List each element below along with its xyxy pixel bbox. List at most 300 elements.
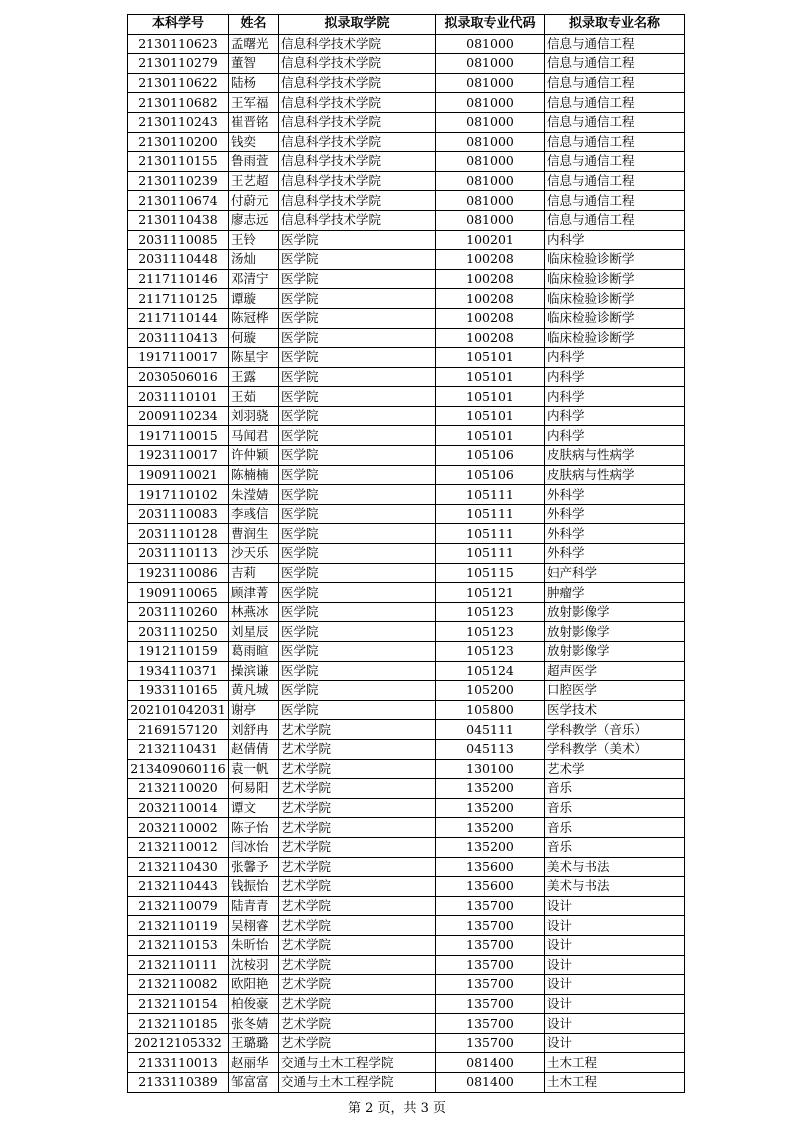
major-name-cell: 音乐 (545, 798, 685, 818)
name-cell: 闫冰怡 (229, 837, 279, 857)
major-code-cell: 081400 (436, 1073, 545, 1093)
major-code-cell: 105800 (436, 700, 545, 720)
school-cell: 医学院 (279, 426, 436, 446)
major-code-cell: 135700 (436, 1033, 545, 1053)
school-cell: 艺术学院 (279, 1033, 436, 1053)
student-id-cell: 1923110086 (128, 563, 229, 583)
name-cell: 钱振怡 (229, 877, 279, 897)
major-name-cell: 放射影像学 (545, 602, 685, 622)
name-cell: 陈冠桦 (229, 308, 279, 328)
table-row (128, 54, 685, 74)
table-row (128, 191, 685, 211)
major-name-cell: 放射影像学 (545, 642, 685, 662)
table-row (128, 955, 685, 975)
major-code-cell: 130100 (436, 759, 545, 779)
table-row (128, 1073, 685, 1093)
major-code-cell: 100201 (436, 230, 545, 250)
table-row (128, 759, 685, 779)
major-name-cell: 设计 (545, 935, 685, 955)
school-cell: 交通与土木工程学院 (279, 1073, 436, 1093)
student-id-cell: 2031110413 (128, 328, 229, 348)
major-code-cell: 045113 (436, 739, 545, 759)
school-cell: 艺术学院 (279, 955, 436, 975)
school-cell: 医学院 (279, 563, 436, 583)
major-name-cell: 内科学 (545, 406, 685, 426)
major-code-cell: 135700 (436, 1014, 545, 1034)
table-row (128, 210, 685, 230)
student-id-cell: 2117110144 (128, 308, 229, 328)
school-cell: 信息科学技术学院 (279, 73, 436, 93)
table-row (128, 230, 685, 250)
table-row (128, 563, 685, 583)
major-code-cell: 135600 (436, 857, 545, 877)
table-row (128, 877, 685, 897)
table-row (128, 328, 685, 348)
student-id-cell: 2132110430 (128, 857, 229, 877)
student-id-cell: 2130110674 (128, 191, 229, 211)
student-id-cell: 2009110234 (128, 406, 229, 426)
major-code-cell: 135200 (436, 798, 545, 818)
name-cell: 陈楠楠 (229, 465, 279, 485)
name-cell: 袁一帆 (229, 759, 279, 779)
student-id-cell: 1917110017 (128, 348, 229, 368)
major-name-cell: 口腔医学 (545, 681, 685, 701)
student-id-cell: 20212105332 (128, 1033, 229, 1053)
name-cell: 孟曙光 (229, 34, 279, 54)
name-cell: 李彧信 (229, 504, 279, 524)
major-name-cell: 音乐 (545, 837, 685, 857)
student-id-cell: 1909110021 (128, 465, 229, 485)
student-id-cell: 2132110443 (128, 877, 229, 897)
major-code-cell: 105111 (436, 544, 545, 564)
student-id-cell: 213409060116 (128, 759, 229, 779)
table-row (128, 387, 685, 407)
major-name-cell: 内科学 (545, 426, 685, 446)
major-code-cell: 100208 (436, 308, 545, 328)
table-row (128, 132, 685, 152)
name-cell: 许仲颖 (229, 446, 279, 466)
name-cell: 柏俊豪 (229, 994, 279, 1014)
major-code-cell: 135700 (436, 955, 545, 975)
school-cell: 艺术学院 (279, 720, 436, 740)
major-name-cell: 美术与书法 (545, 877, 685, 897)
school-cell: 医学院 (279, 524, 436, 544)
name-cell: 沈桉羽 (229, 955, 279, 975)
major-name-cell: 信息与通信工程 (545, 54, 685, 74)
name-cell: 陈子怡 (229, 818, 279, 838)
student-id-cell: 2133110389 (128, 1073, 229, 1093)
major-code-cell: 135700 (436, 896, 545, 916)
name-cell: 谢亭 (229, 700, 279, 720)
header-major-name: 拟录取专业名称 (545, 15, 685, 35)
student-id-cell: 2030506016 (128, 367, 229, 387)
name-cell: 操滨谦 (229, 661, 279, 681)
school-cell: 医学院 (279, 328, 436, 348)
school-cell: 医学院 (279, 681, 436, 701)
student-id-cell: 2169157120 (128, 720, 229, 740)
major-name-cell: 妇产科学 (545, 563, 685, 583)
school-cell: 艺术学院 (279, 759, 436, 779)
major-name-cell: 外科学 (545, 524, 685, 544)
major-name-cell: 医学技术 (545, 700, 685, 720)
student-id-cell: 1917110015 (128, 426, 229, 446)
school-cell: 艺术学院 (279, 818, 436, 838)
table-row (128, 720, 685, 740)
major-code-cell: 105111 (436, 504, 545, 524)
table-row (128, 504, 685, 524)
major-name-cell: 外科学 (545, 504, 685, 524)
student-id-cell: 2130110200 (128, 132, 229, 152)
table-row (128, 250, 685, 270)
major-name-cell: 设计 (545, 975, 685, 995)
major-code-cell: 135700 (436, 916, 545, 936)
school-cell: 艺术学院 (279, 896, 436, 916)
school-cell: 医学院 (279, 622, 436, 642)
header-name: 姓名 (229, 15, 279, 35)
major-code-cell: 081000 (436, 171, 545, 191)
school-cell: 医学院 (279, 465, 436, 485)
major-code-cell: 135700 (436, 975, 545, 995)
major-code-cell: 135700 (436, 935, 545, 955)
major-code-cell: 081400 (436, 1053, 545, 1073)
school-cell: 艺术学院 (279, 837, 436, 857)
school-cell: 医学院 (279, 230, 436, 250)
student-id-cell: 2031110085 (128, 230, 229, 250)
name-cell: 朱昕怡 (229, 935, 279, 955)
major-code-cell: 100208 (436, 289, 545, 309)
student-id-cell: 2117110125 (128, 289, 229, 309)
major-code-cell: 105106 (436, 446, 545, 466)
page-footer: 第 2 页，共 3 页 (347, 1101, 447, 1116)
table-row (128, 681, 685, 701)
name-cell: 崔晋铭 (229, 112, 279, 132)
school-cell: 医学院 (279, 583, 436, 603)
table-row (128, 465, 685, 485)
major-name-cell: 设计 (545, 916, 685, 936)
major-name-cell: 信息与通信工程 (545, 132, 685, 152)
major-code-cell: 081000 (436, 152, 545, 172)
major-code-cell: 135200 (436, 779, 545, 799)
student-id-cell: 2132110154 (128, 994, 229, 1014)
student-id-cell: 2132110012 (128, 837, 229, 857)
student-id-cell: 202101042031 (128, 700, 229, 720)
name-cell: 王露 (229, 367, 279, 387)
major-name-cell: 信息与通信工程 (545, 112, 685, 132)
major-code-cell: 081000 (436, 210, 545, 230)
student-id-cell: 2130110279 (128, 54, 229, 74)
student-id-cell: 2130110243 (128, 112, 229, 132)
major-name-cell: 临床检验诊断学 (545, 308, 685, 328)
school-cell: 艺术学院 (279, 798, 436, 818)
table-row (128, 308, 685, 328)
student-id-cell: 1912110159 (128, 642, 229, 662)
major-name-cell: 信息与通信工程 (545, 191, 685, 211)
school-cell: 信息科学技术学院 (279, 112, 436, 132)
school-cell: 艺术学院 (279, 739, 436, 759)
table-row (128, 1014, 685, 1034)
student-id-cell: 2130110623 (128, 34, 229, 54)
major-code-cell: 081000 (436, 132, 545, 152)
student-id-cell: 2117110146 (128, 269, 229, 289)
name-cell: 刘舒冉 (229, 720, 279, 740)
major-code-cell: 105124 (436, 661, 545, 681)
table-row (128, 406, 685, 426)
major-code-cell: 105101 (436, 406, 545, 426)
table-row (128, 661, 685, 681)
table-row (128, 544, 685, 564)
table-row (128, 739, 685, 759)
name-cell: 吴栩睿 (229, 916, 279, 936)
school-cell: 医学院 (279, 308, 436, 328)
major-name-cell: 学科教学（美术） (545, 739, 685, 759)
major-name-cell: 超声医学 (545, 661, 685, 681)
name-cell: 鲁雨萱 (229, 152, 279, 172)
major-name-cell: 设计 (545, 955, 685, 975)
school-cell: 医学院 (279, 485, 436, 505)
table-row (128, 935, 685, 955)
name-cell: 葛雨暄 (229, 642, 279, 662)
major-code-cell: 081000 (436, 93, 545, 113)
table-row (128, 289, 685, 309)
school-cell: 信息科学技术学院 (279, 34, 436, 54)
major-code-cell: 105101 (436, 426, 545, 446)
name-cell: 沙天乐 (229, 544, 279, 564)
major-name-cell: 土木工程 (545, 1073, 685, 1093)
student-id-cell: 2032110014 (128, 798, 229, 818)
student-id-cell: 1933110165 (128, 681, 229, 701)
table-row (128, 1033, 685, 1053)
name-cell: 赵丽华 (229, 1053, 279, 1073)
header-student-id: 本科学号 (128, 15, 229, 35)
name-cell: 朱滢婧 (229, 485, 279, 505)
major-code-cell: 105121 (436, 583, 545, 603)
major-code-cell: 105123 (436, 622, 545, 642)
major-name-cell: 皮肤病与性病学 (545, 446, 685, 466)
table-row (128, 348, 685, 368)
major-code-cell: 105101 (436, 348, 545, 368)
major-name-cell: 临床检验诊断学 (545, 269, 685, 289)
student-id-cell: 2132110079 (128, 896, 229, 916)
table-row (128, 896, 685, 916)
major-name-cell: 信息与通信工程 (545, 152, 685, 172)
major-code-cell: 135700 (436, 994, 545, 1014)
name-cell: 陈星宇 (229, 348, 279, 368)
major-name-cell: 设计 (545, 1033, 685, 1053)
major-name-cell: 皮肤病与性病学 (545, 465, 685, 485)
name-cell: 刘羽骁 (229, 406, 279, 426)
major-name-cell: 美术与书法 (545, 857, 685, 877)
major-name-cell: 信息与通信工程 (545, 93, 685, 113)
student-id-cell: 2130110155 (128, 152, 229, 172)
major-name-cell: 内科学 (545, 230, 685, 250)
major-code-cell: 100208 (436, 269, 545, 289)
table-row (128, 446, 685, 466)
major-code-cell: 135200 (436, 837, 545, 857)
school-cell: 医学院 (279, 250, 436, 270)
table-row (128, 367, 685, 387)
school-cell: 医学院 (279, 700, 436, 720)
school-cell: 艺术学院 (279, 975, 436, 995)
table-row (128, 857, 685, 877)
major-code-cell: 105123 (436, 642, 545, 662)
table-row (128, 426, 685, 446)
major-code-cell: 135200 (436, 818, 545, 838)
school-cell: 医学院 (279, 504, 436, 524)
student-id-cell: 2130110682 (128, 93, 229, 113)
school-cell: 艺术学院 (279, 1014, 436, 1034)
table-row (128, 112, 685, 132)
name-cell: 付蔚元 (229, 191, 279, 211)
table-row (128, 34, 685, 54)
school-cell: 信息科学技术学院 (279, 171, 436, 191)
table-row (128, 602, 685, 622)
school-cell: 医学院 (279, 348, 436, 368)
student-id-cell: 1909110065 (128, 583, 229, 603)
student-id-cell: 2031110250 (128, 622, 229, 642)
student-id-cell: 1923110017 (128, 446, 229, 466)
student-id-cell: 1934110371 (128, 661, 229, 681)
student-id-cell: 2130110438 (128, 210, 229, 230)
table-row (128, 700, 685, 720)
name-cell: 王军福 (229, 93, 279, 113)
name-cell: 陆青青 (229, 896, 279, 916)
major-name-cell: 外科学 (545, 544, 685, 564)
student-id-cell: 2133110013 (128, 1053, 229, 1073)
major-code-cell: 045111 (436, 720, 545, 740)
table-row (128, 798, 685, 818)
table-row (128, 583, 685, 603)
student-id-cell: 2132110119 (128, 916, 229, 936)
student-id-cell: 2130110622 (128, 73, 229, 93)
table-row (128, 73, 685, 93)
major-code-cell: 081000 (436, 34, 545, 54)
major-name-cell: 设计 (545, 1014, 685, 1034)
school-cell: 艺术学院 (279, 935, 436, 955)
major-name-cell: 音乐 (545, 779, 685, 799)
major-code-cell: 105200 (436, 681, 545, 701)
major-code-cell: 105101 (436, 387, 545, 407)
name-cell: 顾津菁 (229, 583, 279, 603)
major-code-cell: 081000 (436, 54, 545, 74)
school-cell: 信息科学技术学院 (279, 191, 436, 211)
major-name-cell: 信息与通信工程 (545, 34, 685, 54)
name-cell: 马闻君 (229, 426, 279, 446)
school-cell: 医学院 (279, 387, 436, 407)
school-cell: 艺术学院 (279, 916, 436, 936)
major-name-cell: 临床检验诊断学 (545, 328, 685, 348)
table-row (128, 916, 685, 936)
name-cell: 张冬婧 (229, 1014, 279, 1034)
table-row (128, 779, 685, 799)
table-row (128, 818, 685, 838)
name-cell: 陆杨 (229, 73, 279, 93)
major-name-cell: 临床检验诊断学 (545, 250, 685, 270)
student-id-cell: 2132110111 (128, 955, 229, 975)
major-code-cell: 100208 (436, 250, 545, 270)
table-row (128, 642, 685, 662)
student-id-cell: 2032110002 (128, 818, 229, 838)
name-cell: 王艺超 (229, 171, 279, 191)
table-header-row (128, 15, 685, 35)
school-cell: 医学院 (279, 661, 436, 681)
major-code-cell: 105111 (436, 524, 545, 544)
name-cell: 董智 (229, 54, 279, 74)
major-code-cell: 135600 (436, 877, 545, 897)
major-code-cell: 081000 (436, 73, 545, 93)
major-code-cell: 105101 (436, 367, 545, 387)
table-row (128, 994, 685, 1014)
student-id-cell: 2031110128 (128, 524, 229, 544)
name-cell: 何易阳 (229, 779, 279, 799)
student-id-cell: 2031110101 (128, 387, 229, 407)
major-name-cell: 土木工程 (545, 1053, 685, 1073)
student-id-cell: 2031110083 (128, 504, 229, 524)
header-school: 拟录取学院 (279, 15, 436, 35)
admission-table (127, 14, 685, 1093)
name-cell: 谭璇 (229, 289, 279, 309)
major-code-cell: 105106 (436, 465, 545, 485)
school-cell: 信息科学技术学院 (279, 132, 436, 152)
name-cell: 曹润生 (229, 524, 279, 544)
table-row (128, 485, 685, 505)
name-cell: 王璐璐 (229, 1033, 279, 1053)
table-row (128, 975, 685, 995)
major-name-cell: 放射影像学 (545, 622, 685, 642)
name-cell: 汤灿 (229, 250, 279, 270)
school-cell: 信息科学技术学院 (279, 152, 436, 172)
name-cell: 林燕冰 (229, 602, 279, 622)
major-name-cell: 音乐 (545, 818, 685, 838)
school-cell: 艺术学院 (279, 877, 436, 897)
student-id-cell: 2132110020 (128, 779, 229, 799)
student-id-cell: 2132110431 (128, 739, 229, 759)
name-cell: 邹富富 (229, 1073, 279, 1093)
major-name-cell: 信息与通信工程 (545, 73, 685, 93)
school-cell: 艺术学院 (279, 857, 436, 877)
school-cell: 医学院 (279, 289, 436, 309)
major-name-cell: 艺术学 (545, 759, 685, 779)
major-name-cell: 内科学 (545, 367, 685, 387)
school-cell: 艺术学院 (279, 994, 436, 1014)
student-id-cell: 2132110153 (128, 935, 229, 955)
school-cell: 医学院 (279, 446, 436, 466)
student-id-cell: 2031110448 (128, 250, 229, 270)
school-cell: 医学院 (279, 642, 436, 662)
student-id-cell: 1917110102 (128, 485, 229, 505)
school-cell: 医学院 (279, 367, 436, 387)
major-code-cell: 081000 (436, 112, 545, 132)
major-name-cell: 内科学 (545, 387, 685, 407)
name-cell: 刘星辰 (229, 622, 279, 642)
major-name-cell: 设计 (545, 994, 685, 1014)
header-major-code: 拟录取专业代码 (436, 15, 545, 35)
table-row (128, 837, 685, 857)
school-cell: 信息科学技术学院 (279, 93, 436, 113)
name-cell: 张馨予 (229, 857, 279, 877)
major-name-cell: 设计 (545, 896, 685, 916)
school-cell: 医学院 (279, 406, 436, 426)
major-code-cell: 081000 (436, 191, 545, 211)
major-name-cell: 肿瘤学 (545, 583, 685, 603)
school-cell: 医学院 (279, 544, 436, 564)
major-name-cell: 临床检验诊断学 (545, 289, 685, 309)
table-row (128, 622, 685, 642)
student-id-cell: 2130110239 (128, 171, 229, 191)
name-cell: 何璇 (229, 328, 279, 348)
table-row (128, 171, 685, 191)
school-cell: 信息科学技术学院 (279, 54, 436, 74)
table-row (128, 152, 685, 172)
